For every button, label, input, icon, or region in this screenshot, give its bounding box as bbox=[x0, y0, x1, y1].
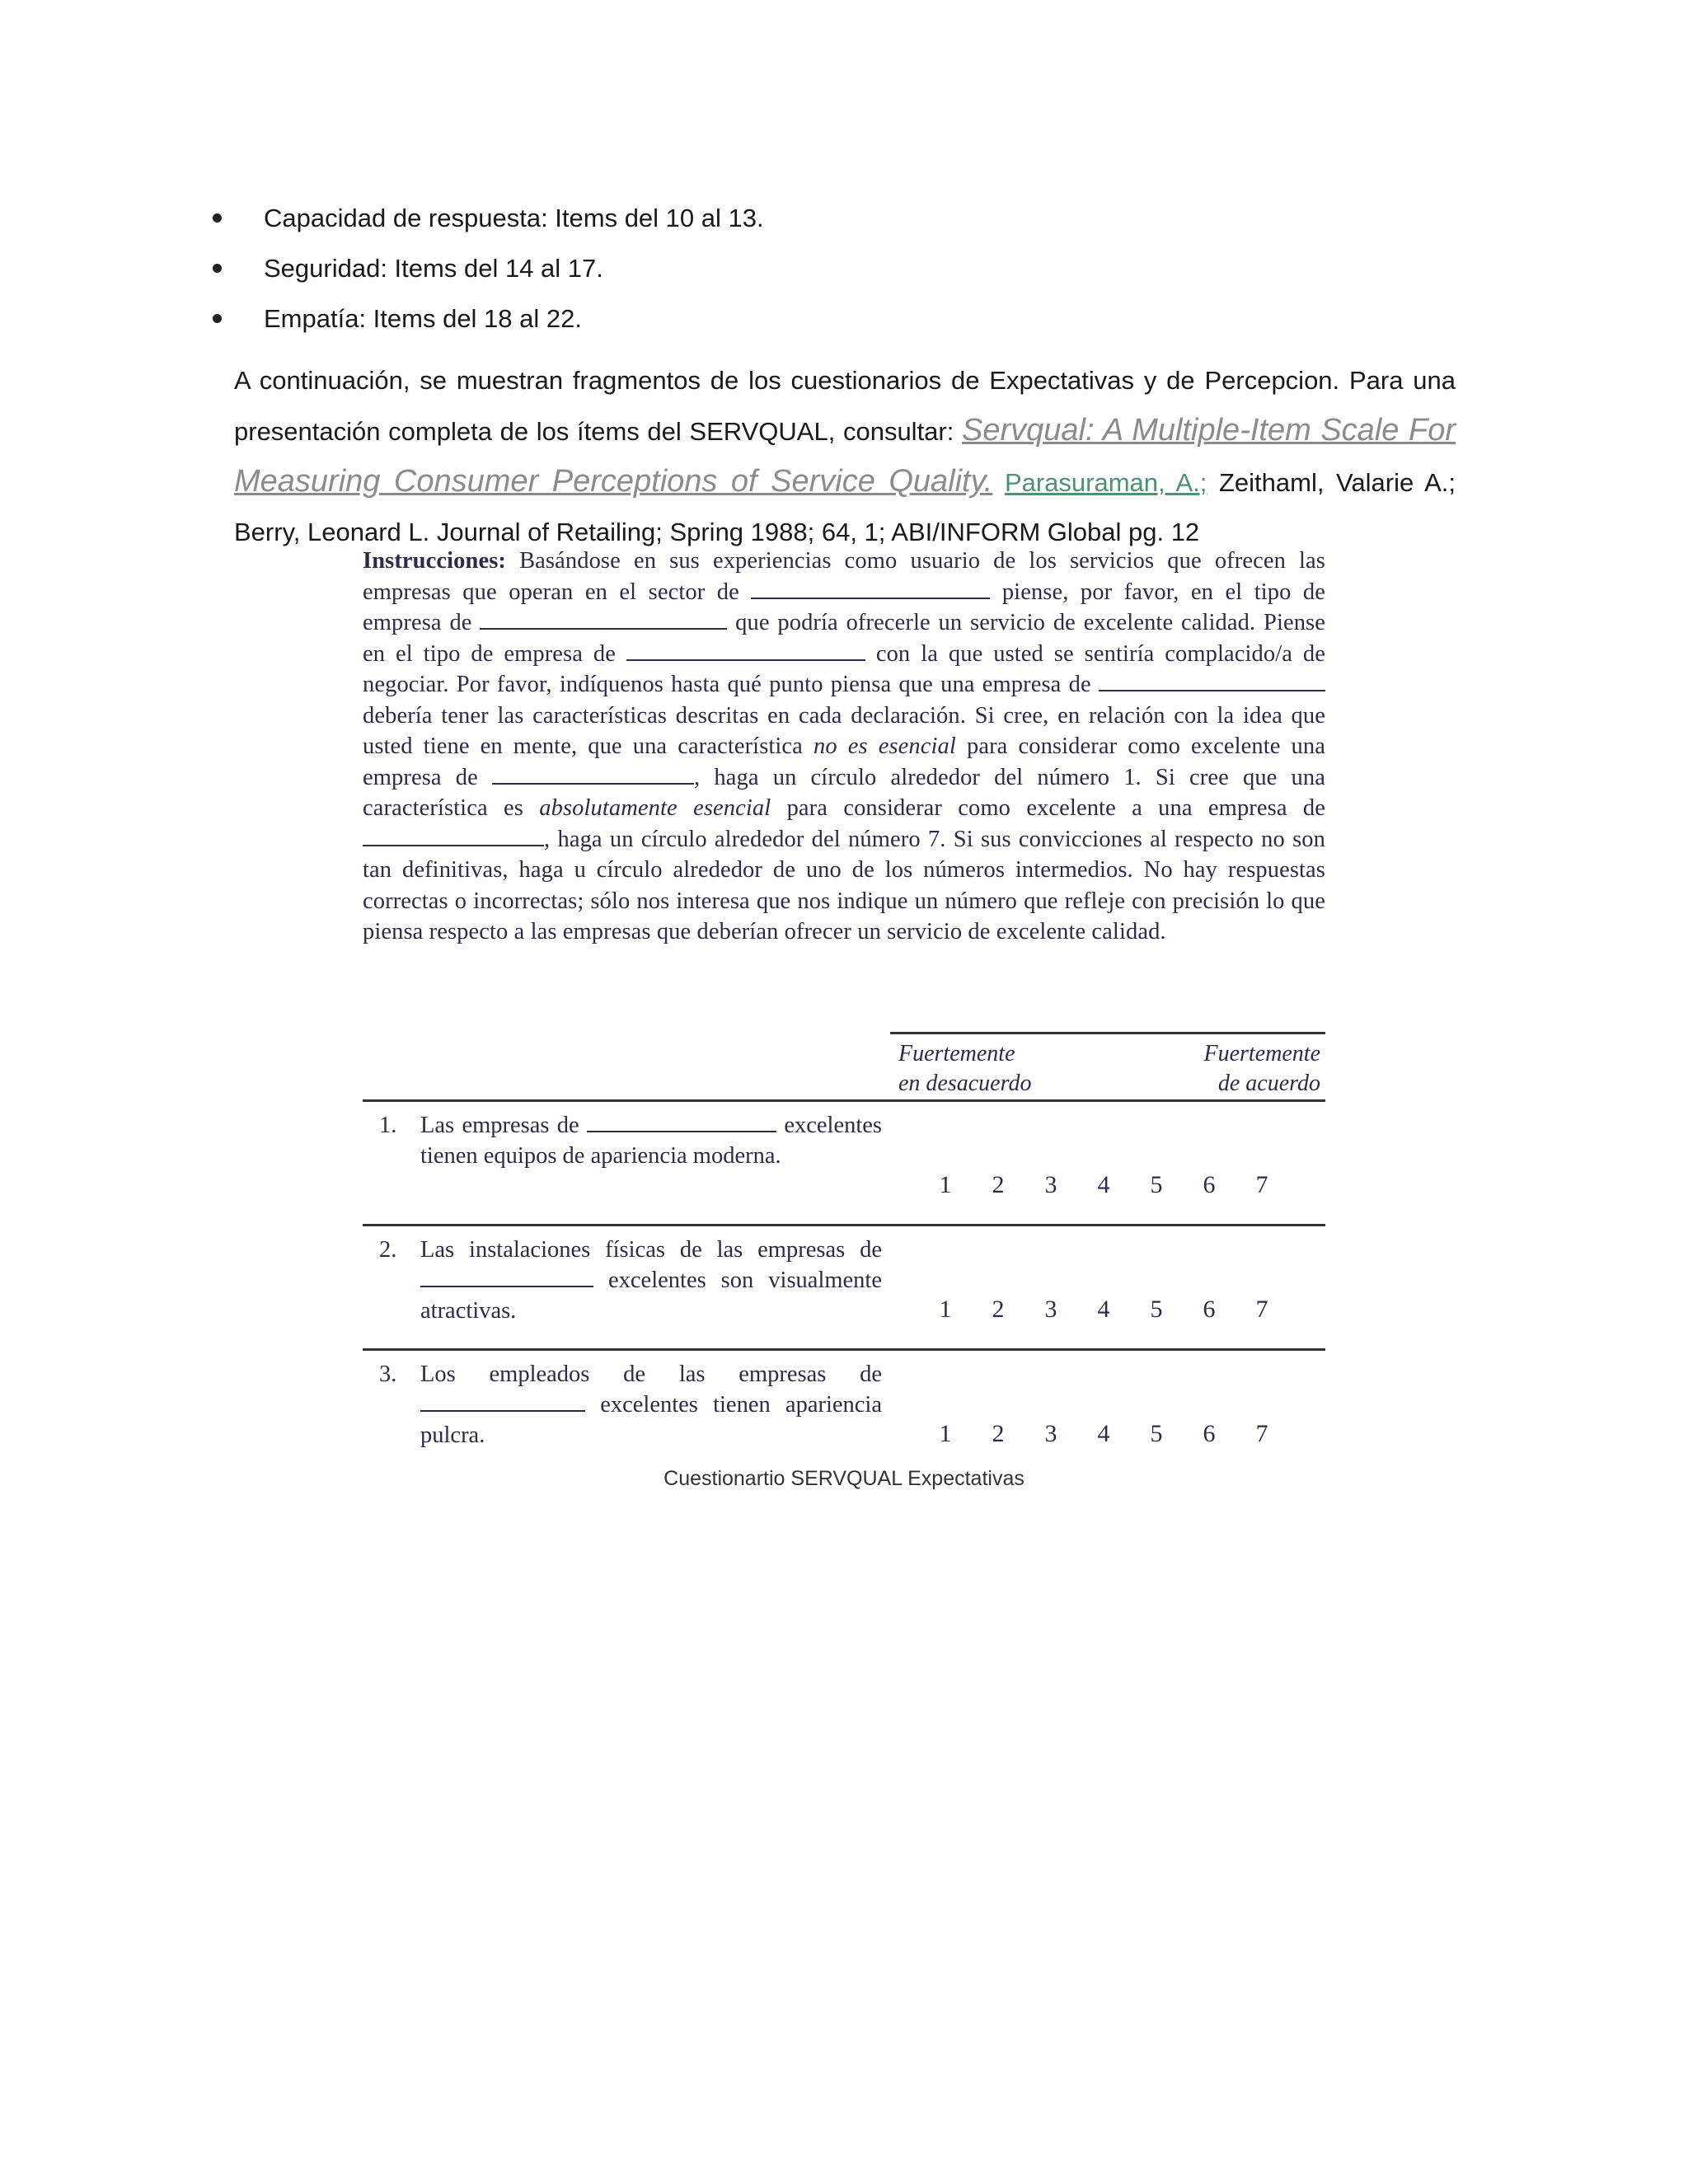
servqual-article-link[interactable]: Servqual: A Multiple-Item Scale For Measuring Consumer Perceptions of Service Quality. bbox=[234, 413, 1456, 499]
rating-option[interactable]: 1 bbox=[939, 1296, 952, 1323]
rating-option[interactable]: 4 bbox=[1097, 1420, 1110, 1447]
question-row: 1. Las empresas de excelentes tienen equipos de apariencia moderna. 1 2 3 4 5 6 7 bbox=[363, 1099, 1325, 1224]
bullet-dot-icon bbox=[213, 314, 222, 323]
question-row: 3. Los empleados de las empresas de excelentes tienen apariencia pulcra. 1 2 3 4 5 6 7 bbox=[363, 1348, 1325, 1473]
question-text: Las empresas de excelentes tienen equipos de apariencia moderna. bbox=[420, 1113, 882, 1169]
citation-text: Zeithaml, Valarie A.; Berry, Leonard L. Journal of Retailing; Spring 1988; 64, 1; ABI/INFORM Global pg. 12 bbox=[234, 468, 1456, 546]
instructions-label: Instrucciones: bbox=[363, 548, 506, 574]
blank-line bbox=[420, 1392, 585, 1412]
questionnaire-scan bbox=[363, 546, 1326, 1448]
instructions-text: Instrucciones: Basándose en sus experiencias como usuario de los servicios que ofrecen las empresas que operan en el sector de piense, por favor, en el tipo de empresa de que podría ofrecerle un servicio de excelente calidad. Piense en el tipo de empresa de con la que usted se sentiría complacido/a de negociar. Por favor, indíquenos hasta qué punto piensa que una empresa de debería tener las características descritas en cada declaración. Si cree, en relación con la idea que usted tiene en mente, que una característica no es esencial para considerar como excelente una empresa de , haga un círculo alrededor del número 1. Si cree que una característica es absolutamente esencial para considerar como excelente a una empresa de , haga un círculo alrededor del número 7. Si sus convicciones al respecto no son tan definitivas, haga u círculo alrededor de uno de los números intermedios. No hay respuestas correctas o incorrectas; sólo nos interesa que nos indique un número que refleje con precisión lo que piensa respecto a las empresas que deberían ofrecer un servicio de excelente calidad. bbox=[363, 548, 1326, 944]
blank-line bbox=[626, 641, 865, 661]
figure-caption: Cuestionartio SERVQUAL Expectativas bbox=[663, 1467, 1025, 1490]
rating-option[interactable]: 7 bbox=[1255, 1171, 1268, 1198]
scale-header bbox=[890, 1032, 1325, 1104]
rating-option[interactable]: 3 bbox=[1044, 1296, 1057, 1323]
bullet-dot-icon bbox=[213, 264, 222, 273]
rating-option[interactable]: 4 bbox=[1097, 1296, 1110, 1323]
rating-option[interactable]: 5 bbox=[1150, 1420, 1163, 1447]
rating-option[interactable]: 5 bbox=[1150, 1171, 1163, 1198]
blank-line bbox=[751, 579, 990, 599]
question-row: 2. Las instalaciones físicas de las empresas de excelentes son visualmente atractivas. 1 2 3 4 5 6 7 bbox=[363, 1224, 1325, 1348]
rating-option[interactable]: 7 bbox=[1255, 1296, 1268, 1323]
scale-right-label: Fuertemente de acuerdo bbox=[1203, 1041, 1320, 1096]
rating-option[interactable]: 3 bbox=[1044, 1420, 1057, 1447]
rating-option[interactable]: 5 bbox=[1150, 1296, 1163, 1323]
author-link[interactable]: Parasuraman, A.; bbox=[1004, 468, 1207, 497]
rating-option[interactable]: 7 bbox=[1255, 1420, 1268, 1447]
rating-option[interactable]: 3 bbox=[1044, 1171, 1057, 1198]
rating-option[interactable]: 6 bbox=[1203, 1171, 1216, 1198]
bullet-item: Capacidad de respuesta: Items del 10 al 13. bbox=[213, 193, 1449, 243]
rating-option[interactable]: 2 bbox=[992, 1296, 1005, 1323]
blank-line bbox=[363, 827, 544, 846]
blank-line bbox=[420, 1268, 593, 1287]
dimension-bullet-list bbox=[213, 193, 1449, 344]
rating-option[interactable]: 1 bbox=[939, 1171, 952, 1198]
blank-line bbox=[587, 1113, 776, 1132]
intro-text: A continuación, se muestran fragmentos de los cuestionarios de Expectativas y de Percepcion. Para una presentación completa de los ítems del SERVQUAL, consultar: bbox=[234, 366, 1456, 446]
rating-option[interactable]: 2 bbox=[992, 1171, 1005, 1198]
intro-paragraph bbox=[234, 356, 1456, 557]
question-text: Las instalaciones físicas de las empresas de excelentes son visualmente atractivas. bbox=[420, 1237, 882, 1324]
rating-option[interactable]: 6 bbox=[1203, 1420, 1216, 1447]
bullet-item: Empatía: Items del 18 al 22. bbox=[213, 293, 1449, 344]
questionnaire-items bbox=[363, 1099, 1325, 1473]
bullet-item: Seguridad: Items del 14 al 17. bbox=[213, 243, 1449, 293]
rating-option[interactable]: 4 bbox=[1097, 1171, 1110, 1198]
question-text: Los empleados de las empresas de excelentes tienen apariencia pulcra. bbox=[420, 1361, 882, 1448]
blank-line bbox=[480, 610, 727, 630]
scale-left-label: Fuertemente en desacuerdo bbox=[898, 1041, 1032, 1096]
rating-option[interactable]: 2 bbox=[992, 1420, 1005, 1447]
rating-option[interactable]: 1 bbox=[939, 1420, 952, 1447]
blank-line bbox=[1099, 672, 1325, 691]
bullet-dot-icon bbox=[213, 213, 222, 223]
blank-line bbox=[492, 765, 694, 785]
rating-option[interactable]: 6 bbox=[1203, 1296, 1216, 1323]
